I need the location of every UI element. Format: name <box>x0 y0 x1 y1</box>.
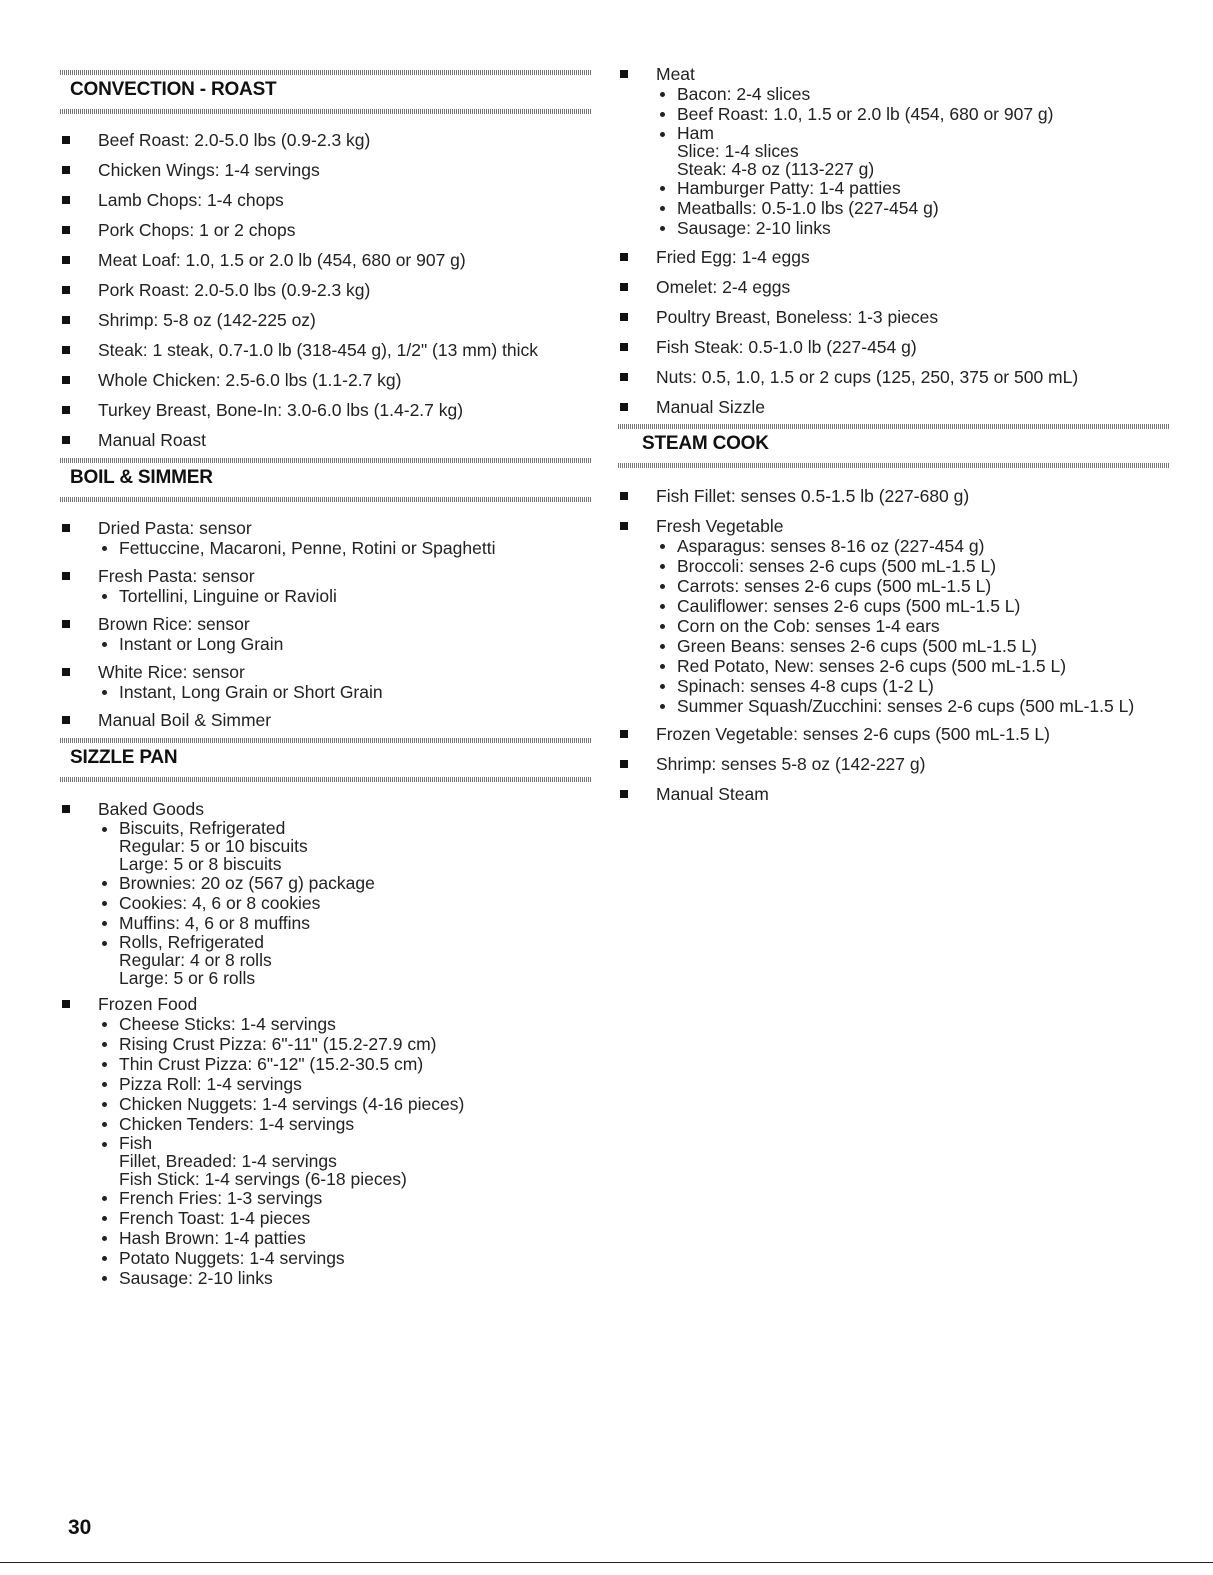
round-bullet-icon <box>660 226 665 231</box>
square-bullet-icon <box>62 572 70 580</box>
sub-list-item: Rising Crust Pizza: 6"-11" (15.2-27.9 cm) <box>98 1034 592 1054</box>
header-rule <box>60 458 592 463</box>
footer-rule <box>0 1562 1213 1563</box>
square-bullet-icon <box>62 668 70 676</box>
sub-list-item: Hash Brown: 1-4 patties <box>98 1228 592 1248</box>
round-bullet-icon <box>102 1256 107 1261</box>
list-item: Nuts: 0.5, 1.0, 1.5 or 2 cups (125, 250, 375 or 500 mL) <box>618 367 1170 387</box>
sub-list-item: Meatballs: 0.5-1.0 lbs (227-454 g) <box>656 198 1170 218</box>
sub-list-item: Carrots: senses 2-6 cups (500 mL-1.5 L) <box>656 576 1170 596</box>
square-bullet-icon <box>62 226 70 234</box>
sub-list-item: Biscuits, Refrigerated Regular: 5 or 10 biscuits Large: 5 or 8 biscuits <box>98 819 592 873</box>
list-item: Steak: 1 steak, 0.7-1.0 lb (318-454 g), 1/2" (13 mm) thick <box>60 340 592 360</box>
round-bullet-icon <box>102 881 107 886</box>
list-item: Poultry Breast, Boneless: 1-3 pieces <box>618 307 1170 327</box>
round-bullet-icon <box>660 664 665 669</box>
square-bullet-icon <box>620 522 628 530</box>
header-rule <box>60 777 592 782</box>
round-bullet-icon <box>660 92 665 97</box>
square-bullet-icon <box>62 196 70 204</box>
sub-list-item: Beef Roast: 1.0, 1.5 or 2.0 lb (454, 680 or 907 g) <box>656 104 1170 124</box>
header-rule <box>618 463 1170 468</box>
square-bullet-icon <box>620 253 628 261</box>
list-item: Omelet: 2-4 eggs <box>618 277 1170 297</box>
square-bullet-icon <box>62 166 70 174</box>
square-bullet-icon <box>62 620 70 628</box>
list-item: Meat Loaf: 1.0, 1.5 or 2.0 lb (454, 680 or 907 g) <box>60 250 592 270</box>
square-bullet-icon <box>620 343 628 351</box>
round-bullet-icon <box>102 921 107 926</box>
list-item: White Rice: sensor Instant, Long Grain or Short Grain <box>60 662 592 702</box>
square-bullet-icon <box>62 1000 70 1008</box>
header-rule <box>60 497 592 502</box>
header-rule <box>60 70 592 75</box>
square-bullet-icon <box>620 313 628 321</box>
square-bullet-icon <box>62 716 70 724</box>
list-item: Manual Roast <box>60 430 592 450</box>
sub-list-item: Potato Nuggets: 1-4 servings <box>98 1248 592 1268</box>
list-item: Baked Goods Biscuits, Refrigerated Regular: 5 or 10 biscuits Large: 5 or 8 biscuits Brownies: 20 oz (567 g) package Cookies: 4, 6 or 8 cookies Muffins: 4, 6 or 8 muffins Rolls, Refrigerated Regular: 4 or 8 rolls Large: 5 or 6 rolls <box>60 799 592 987</box>
round-bullet-icon <box>660 604 665 609</box>
header-rule <box>618 424 1170 429</box>
round-bullet-icon <box>660 564 665 569</box>
sizzle-pan-list <box>60 799 592 1288</box>
section-title: CONVECTION - ROAST <box>70 79 277 100</box>
list-item: Dried Pasta: sensor Fettuccine, Macaroni, Penne, Rotini or Spaghetti <box>60 518 592 558</box>
square-bullet-icon <box>620 70 628 78</box>
sub-list-item: Instant, Long Grain or Short Grain <box>98 682 592 702</box>
round-bullet-icon <box>102 1082 107 1087</box>
sub-list-item: Chicken Tenders: 1-4 servings <box>98 1114 592 1134</box>
section-title: SIZZLE PAN <box>70 747 178 768</box>
list-item: Meat Bacon: 2-4 slices Beef Roast: 1.0, 1.5 or 2.0 lb (454, 680 or 907 g) Ham Slice: 1-4 slices Steak: 4-8 oz (113-227 g) Hamburger Patty: 1-4 patties Meatballs: 0.5-1.0 lbs (227-454 g) Sausage: 2-10 links <box>618 64 1170 238</box>
list-item: Frozen Food Cheese Sticks: 1-4 servings Rising Crust Pizza: 6"-11" (15.2-27.9 cm) Thin Crust Pizza: 6"-12" (15.2-30.5 cm) Pizza Roll: 1-4 servings Chicken Nuggets: 1-4 servings (4-16 pieces) Chicken Tenders: 1-4 servings Fish Fillet, Breaded: 1-4 servings Fish Stick: 1-4 servings (6-18 pieces) French Fries: 1-3 servings French Toast: 1-4 pieces Hash Brown: 1-4 patties Potato Nuggets: 1-4 servings Sausage: 2-10 links <box>60 994 592 1288</box>
list-item: Fish Steak: 0.5-1.0 lb (227-454 g) <box>618 337 1170 357</box>
sub-list-item: French Fries: 1-3 servings <box>98 1188 592 1208</box>
sub-list-item: Chicken Nuggets: 1-4 servings (4-16 pieces) <box>98 1094 592 1114</box>
steam-cook-list <box>618 486 1170 804</box>
round-bullet-icon <box>660 186 665 191</box>
round-bullet-icon <box>102 1196 107 1201</box>
square-bullet-icon <box>62 316 70 324</box>
round-bullet-icon <box>660 704 665 709</box>
list-item: Turkey Breast, Bone-In: 3.0-6.0 lbs (1.4-2.7 kg) <box>60 400 592 420</box>
list-item: Manual Sizzle <box>618 397 1170 417</box>
sub-list-item: French Toast: 1-4 pieces <box>98 1208 592 1228</box>
round-bullet-icon <box>660 584 665 589</box>
list-item: Shrimp: 5-8 oz (142-225 oz) <box>60 310 592 330</box>
sub-list-item: Thin Crust Pizza: 6"-12" (15.2-30.5 cm) <box>98 1054 592 1074</box>
square-bullet-icon <box>62 346 70 354</box>
square-bullet-icon <box>62 524 70 532</box>
sub-list-item: Pizza Roll: 1-4 servings <box>98 1074 592 1094</box>
convection-roast-list <box>60 130 592 450</box>
sub-list-item: Cookies: 4, 6 or 8 cookies <box>98 893 592 913</box>
round-bullet-icon <box>102 901 107 906</box>
square-bullet-icon <box>620 403 628 411</box>
round-bullet-icon <box>102 827 107 832</box>
square-bullet-icon <box>62 406 70 414</box>
section-header-boil-simmer <box>60 458 592 502</box>
round-bullet-icon <box>660 132 665 137</box>
sub-list-item: Asparagus: senses 8-16 oz (227-454 g) <box>656 536 1170 556</box>
round-bullet-icon <box>102 1062 107 1067</box>
round-bullet-icon <box>102 941 107 946</box>
list-item: Whole Chicken: 2.5-6.0 lbs (1.1-2.7 kg) <box>60 370 592 390</box>
sub-list-item: Ham Slice: 1-4 slices Steak: 4-8 oz (113-227 g) <box>656 124 1170 178</box>
list-item: Pork Roast: 2.0-5.0 lbs (0.9-2.3 kg) <box>60 280 592 300</box>
round-bullet-icon <box>102 1022 107 1027</box>
sub-list-item: Tortellini, Linguine or Ravioli <box>98 586 592 606</box>
list-item: Frozen Vegetable: senses 2-6 cups (500 mL-1.5 L) <box>618 724 1170 744</box>
square-bullet-icon <box>62 286 70 294</box>
square-bullet-icon <box>620 790 628 798</box>
square-bullet-icon <box>62 436 70 444</box>
sub-list-item: Brownies: 20 oz (567 g) package <box>98 873 592 893</box>
sub-list-item: Sausage: 2-10 links <box>98 1268 592 1288</box>
list-item: Manual Steam <box>618 784 1170 804</box>
list-item: Lamb Chops: 1-4 chops <box>60 190 592 210</box>
sub-list-item: Cheese Sticks: 1-4 servings <box>98 1014 592 1034</box>
round-bullet-icon <box>660 684 665 689</box>
section-title: BOIL & SIMMER <box>70 467 213 488</box>
list-item: Chicken Wings: 1-4 servings <box>60 160 592 180</box>
round-bullet-icon <box>660 644 665 649</box>
round-bullet-icon <box>102 594 107 599</box>
list-item: Brown Rice: sensor Instant or Long Grain <box>60 614 592 654</box>
list-item: Fresh Pasta: sensor Tortellini, Linguine or Ravioli <box>60 566 592 606</box>
sub-list-item: Fettuccine, Macaroni, Penne, Rotini or Spaghetti <box>98 538 592 558</box>
sub-list-item: Bacon: 2-4 slices <box>656 84 1170 104</box>
sub-list-item: Instant or Long Grain <box>98 634 592 654</box>
round-bullet-icon <box>660 206 665 211</box>
sub-list-item: Broccoli: senses 2-6 cups (500 mL-1.5 L) <box>656 556 1170 576</box>
list-item: Fried Egg: 1-4 eggs <box>618 247 1170 267</box>
boil-simmer-list <box>60 518 592 730</box>
square-bullet-icon <box>620 760 628 768</box>
section-header-convection-roast <box>60 70 592 114</box>
square-bullet-icon <box>620 283 628 291</box>
square-bullet-icon <box>620 492 628 500</box>
round-bullet-icon <box>660 112 665 117</box>
square-bullet-icon <box>62 805 70 813</box>
sub-list-item: Spinach: senses 4-8 cups (1-2 L) <box>656 676 1170 696</box>
square-bullet-icon <box>62 376 70 384</box>
round-bullet-icon <box>102 1122 107 1127</box>
square-bullet-icon <box>620 373 628 381</box>
sub-list-item: Green Beans: senses 2-6 cups (500 mL-1.5 L) <box>656 636 1170 656</box>
sub-list-item: Sausage: 2-10 links <box>656 218 1170 238</box>
header-rule <box>60 738 592 743</box>
list-item: Manual Boil & Simmer <box>60 710 592 730</box>
list-item: Pork Chops: 1 or 2 chops <box>60 220 592 240</box>
square-bullet-icon <box>620 730 628 738</box>
round-bullet-icon <box>102 690 107 695</box>
sub-list-item: Rolls, Refrigerated Regular: 4 or 8 rolls Large: 5 or 6 rolls <box>98 933 592 987</box>
section-header-steam-cook <box>618 424 1170 468</box>
round-bullet-icon <box>660 544 665 549</box>
list-item: Beef Roast: 2.0-5.0 lbs (0.9-2.3 kg) <box>60 130 592 150</box>
round-bullet-icon <box>102 642 107 647</box>
round-bullet-icon <box>102 1102 107 1107</box>
sub-list-item: Red Potato, New: senses 2-6 cups (500 mL-1.5 L) <box>656 656 1170 676</box>
sub-list-item: Cauliflower: senses 2-6 cups (500 mL-1.5 L) <box>656 596 1170 616</box>
round-bullet-icon <box>102 1276 107 1281</box>
sub-list-item: Summer Squash/Zucchini: senses 2-6 cups (500 mL-1.5 L) <box>656 696 1170 716</box>
sub-list-item: Muffins: 4, 6 or 8 muffins <box>98 913 592 933</box>
round-bullet-icon <box>102 1042 107 1047</box>
header-rule <box>60 109 592 114</box>
round-bullet-icon <box>102 1216 107 1221</box>
square-bullet-icon <box>62 136 70 144</box>
list-item: Fresh Vegetable Asparagus: senses 8-16 oz (227-454 g) Broccoli: senses 2-6 cups (500 mL-1.5 L) Carrots: senses 2-6 cups (500 mL-1.5 L) Cauliflower: senses 2-6 cups (500 mL-1.5 L) Corn on the Cob: senses 1-4 ears Green Beans: senses 2-6 cups (500 mL-1.5 L) Red Potato, New: senses 2-6 cups (500 mL-1.5 L) Spinach: senses 4-8 cups (1-2 L) Summer Squash/Zucchini: senses 2-6 cups (500 mL-1.5 L) <box>618 516 1170 716</box>
round-bullet-icon <box>102 546 107 551</box>
sub-list-item: Hamburger Patty: 1-4 patties <box>656 178 1170 198</box>
list-item: Fish Fillet: senses 0.5-1.5 lb (227-680 g) <box>618 486 1170 506</box>
section-title: STEAM COOK <box>642 433 769 454</box>
round-bullet-icon <box>102 1142 107 1147</box>
sizzle-pan-continued-list <box>618 64 1170 417</box>
sub-list-item: Corn on the Cob: senses 1-4 ears <box>656 616 1170 636</box>
round-bullet-icon <box>660 624 665 629</box>
sub-list-item: Fish Fillet, Breaded: 1-4 servings Fish Stick: 1-4 servings (6-18 pieces) <box>98 1134 592 1188</box>
page-number: 30 <box>68 1516 92 1539</box>
section-header-sizzle-pan <box>60 738 592 782</box>
list-item: Shrimp: senses 5-8 oz (142-227 g) <box>618 754 1170 774</box>
square-bullet-icon <box>62 256 70 264</box>
round-bullet-icon <box>102 1236 107 1241</box>
